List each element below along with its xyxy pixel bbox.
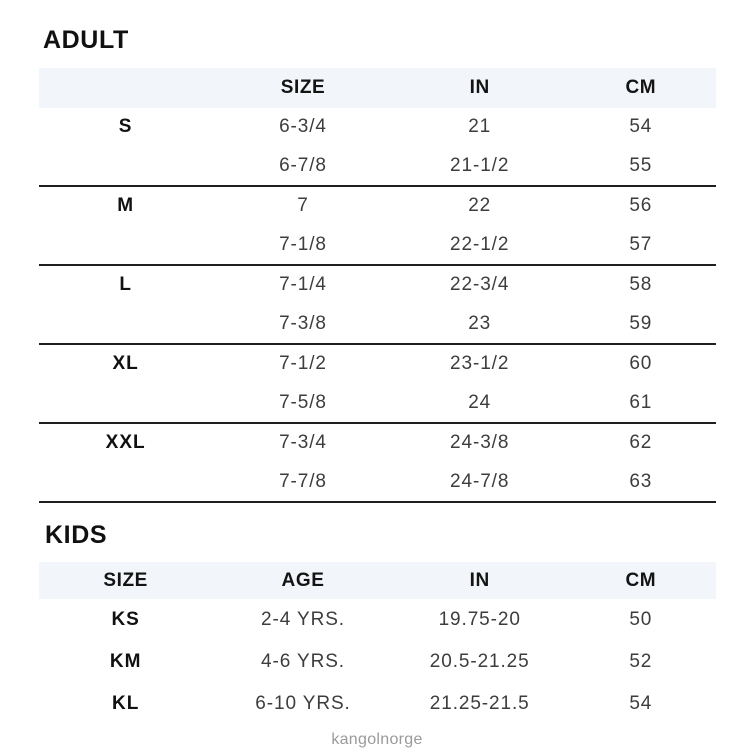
age-value: 4-6 YRS.: [261, 651, 345, 672]
table-row: [39, 463, 716, 502]
kids-size-table: [39, 562, 716, 725]
size-value: 7: [297, 195, 309, 217]
cm-value: 60: [629, 353, 653, 375]
size-label: KM: [109, 651, 142, 672]
inches-value: 19.75-20: [438, 609, 521, 630]
size-value: 7-3/4: [279, 432, 327, 454]
size-value: 7-3/8: [279, 312, 327, 334]
cm-value: 55: [629, 154, 653, 176]
adult-header-cm: CM: [625, 77, 657, 98]
size-label: KL: [111, 693, 140, 714]
table-row: [39, 187, 716, 226]
brand-watermark: kangolnorge: [331, 731, 423, 748]
age-value: 6-10 YRS.: [255, 693, 351, 714]
kids-header-cm: CM: [625, 569, 657, 591]
cm-value: 57: [629, 233, 653, 255]
adult-group-xl: [39, 345, 716, 424]
table-row: [39, 108, 716, 147]
adult-group-l: [39, 266, 716, 345]
inches-value: 24-3/8: [450, 432, 510, 454]
kids-section-title: KIDS: [45, 521, 108, 549]
kids-header-row: [39, 562, 716, 599]
table-row: [39, 147, 716, 186]
size-label: XXL: [105, 432, 146, 454]
size-label: KS: [111, 609, 140, 630]
size-label: XL: [112, 353, 139, 375]
inches-value: 24-7/8: [450, 470, 510, 492]
kids-header-size: SIZE: [103, 569, 148, 591]
size-value: 6-3/4: [279, 116, 327, 138]
age-value: 2-4 YRS.: [261, 609, 345, 630]
inches-value: 23-1/2: [450, 353, 510, 375]
cm-value: 63: [629, 470, 653, 492]
cm-value: 54: [629, 693, 653, 714]
size-label: L: [119, 274, 132, 296]
size-value: 7-5/8: [279, 391, 327, 413]
size-value: 7-7/8: [279, 470, 327, 492]
adult-size-table: [39, 68, 716, 503]
inches-value: 23: [468, 312, 492, 334]
table-row: [39, 641, 716, 683]
table-row: [39, 683, 716, 725]
cm-value: 62: [629, 432, 653, 454]
kids-header-in: IN: [469, 569, 490, 591]
adult-group-m: [39, 187, 716, 266]
adult-header-row: [39, 68, 716, 108]
size-value: 7-1/8: [279, 233, 327, 255]
inches-value: 22: [468, 195, 492, 217]
size-label: M: [117, 195, 135, 217]
cm-value: 50: [629, 609, 653, 630]
cm-value: 61: [629, 391, 653, 413]
cm-value: 54: [629, 116, 653, 138]
cm-value: 52: [629, 651, 653, 672]
inches-value: 21.25-21.5: [429, 693, 530, 714]
cm-value: 59: [629, 312, 653, 334]
table-row: [39, 599, 716, 641]
kids-section: [0, 503, 754, 725]
size-value: 7-1/4: [279, 274, 327, 296]
kids-header-age: AGE: [281, 569, 325, 591]
table-row: [39, 266, 716, 305]
table-row: [39, 226, 716, 265]
adult-header-in: IN: [469, 77, 490, 98]
table-row: [39, 384, 716, 423]
table-row: [39, 345, 716, 384]
adult-header-size: SIZE: [280, 77, 326, 98]
adult-section-title: ADULT: [43, 26, 129, 54]
inches-value: 22-1/2: [450, 233, 510, 255]
table-row: [39, 305, 716, 344]
inches-value: 21: [468, 116, 492, 138]
adult-group-s: [39, 108, 716, 187]
inches-value: 21-1/2: [450, 154, 510, 176]
table-row: [39, 424, 716, 463]
inches-value: 24: [468, 391, 492, 413]
inches-value: 20.5-21.25: [429, 651, 530, 672]
size-value: 7-1/2: [279, 353, 327, 375]
adult-group-xxl: [39, 424, 716, 503]
size-value: 6-7/8: [279, 154, 327, 176]
cm-value: 58: [629, 274, 653, 296]
size-label: S: [118, 116, 133, 138]
inches-value: 22-3/4: [450, 274, 510, 296]
cm-value: 56: [629, 195, 653, 217]
